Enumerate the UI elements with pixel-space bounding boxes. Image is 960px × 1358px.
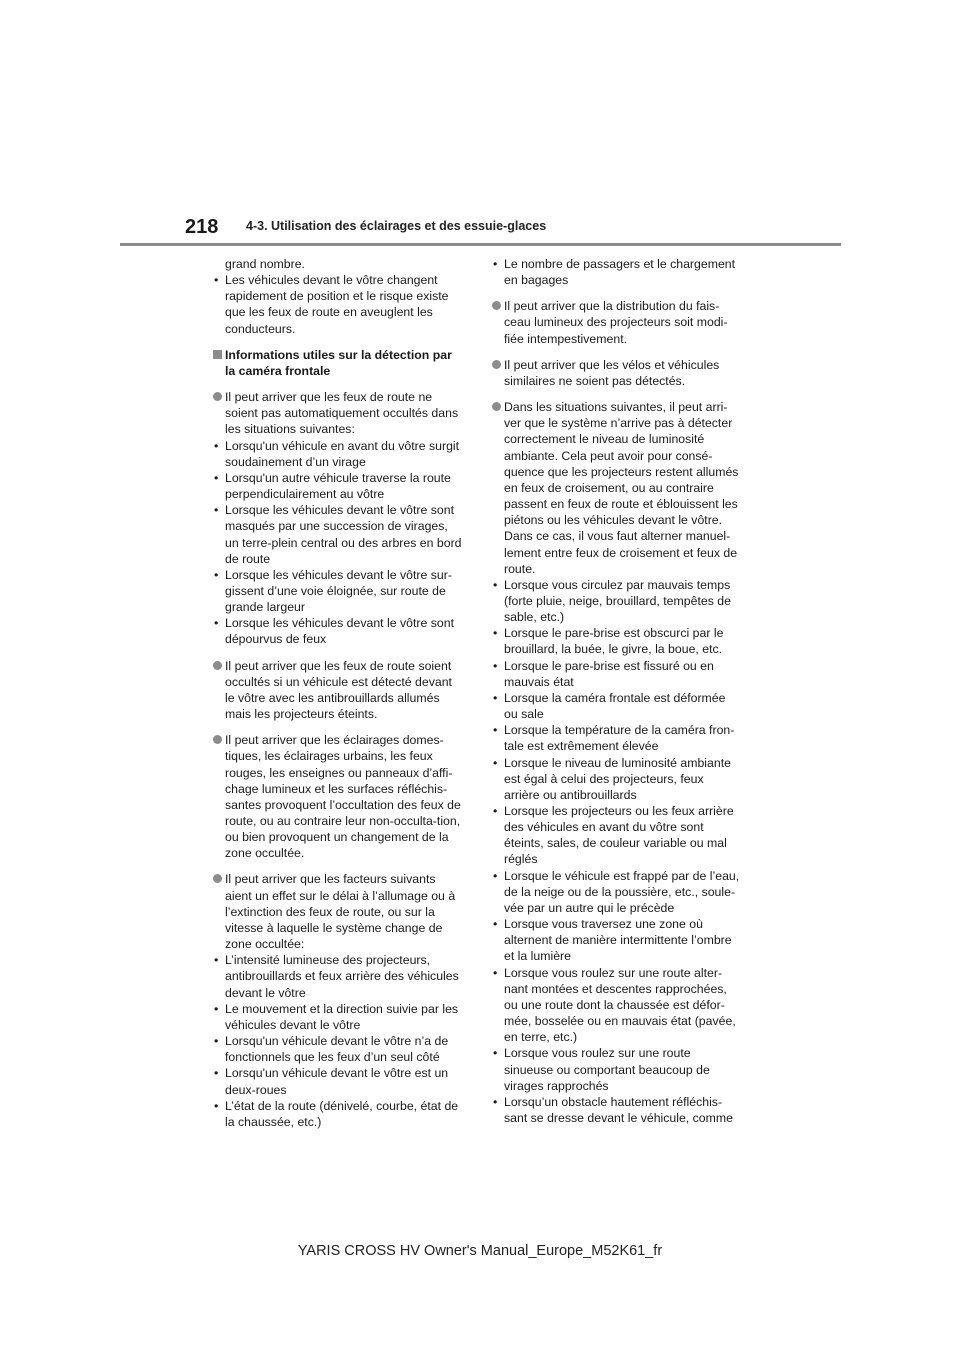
bullet-text: Il peut arriver que les éclairages domes-tiques, les éclairages urbains, les feux rouges, les enseignes ou panneaux d’affi-chage lumineux et les surfaces réfléchis-santes provoquent l’occultation des feux de route, ou au contraire leur non-occulta-tion, ou bien provoquent un changement de la zone occultée. xyxy=(225,733,461,861)
sub-list-item xyxy=(213,502,463,567)
sub-list-item-text: Lorsqu'un véhicule devant le vôtre est un deux-roues xyxy=(225,1066,449,1097)
sub-list-item xyxy=(492,965,742,1046)
sub-list-item xyxy=(492,625,742,657)
sub-list-item xyxy=(492,1094,742,1126)
sub-list-item xyxy=(213,952,463,1000)
circle-bullet-icon xyxy=(213,661,222,670)
bullet-text: Il peut arriver que les vélos et véhicules similaires ne soient pas détectés. xyxy=(504,357,720,388)
sub-list-item-text: Lorsque le pare-brise est fissuré ou en mauvais état xyxy=(504,658,714,689)
bullet-text: Il peut arriver que la distribution du fais-ceau lumineux des projecteurs soit modi-fiée intempestivement. xyxy=(504,299,728,346)
sub-list-item-text: Les véhicules devant le vôtre changent rapidement de position et le risque existe que les feux de route en aveuglent les conducteurs. xyxy=(225,273,449,336)
sub-list-item xyxy=(492,256,742,288)
bullet-sub-list xyxy=(213,438,463,648)
continued-list xyxy=(492,256,742,288)
bullet-dot-icon: • xyxy=(493,868,498,883)
sub-list-item xyxy=(492,658,742,690)
circle-bullet-icon xyxy=(213,735,222,744)
sub-list-item xyxy=(213,438,463,470)
bullet-text: Il peut arriver que les feux de route ne soient pas automatiquement occultés dans les situations suivantes: xyxy=(225,390,459,437)
sub-list-item xyxy=(213,272,463,337)
sub-list-item-text: Lorsque vous traversez une zone où alternent de manière intermittente l’ombre et la lumière xyxy=(504,917,732,964)
bullet-dot-icon: • xyxy=(493,257,498,271)
footer-text: YARIS CROSS HV Owner's Manual_Europe_M52K61_fr xyxy=(297,1243,663,1259)
sub-list-item-text: Lorsque les véhicules devant le vôtre sur-gissent d’une voie éloignée, sur route de grande largeur xyxy=(225,567,452,615)
bullet-sub-list xyxy=(213,952,463,1130)
sub-list-item xyxy=(213,1001,463,1033)
sub-list-item xyxy=(213,470,463,502)
circle-bullet-icon xyxy=(492,402,501,411)
bullet-dot-icon: • xyxy=(493,626,498,641)
sub-list-item xyxy=(492,722,742,754)
sub-list-item xyxy=(492,803,742,868)
bullet-dot-icon: • xyxy=(493,658,498,673)
bullet-dot-icon: • xyxy=(493,723,498,738)
sub-list-item xyxy=(213,1033,463,1065)
continued-list xyxy=(213,272,463,337)
bullet-text: Il peut arriver que les facteurs suivants aient un effet sur le délai à l’allumage ou à l’extinction des feux de route, ou sur la vitesse à laquelle le système change de zone occultée: xyxy=(225,872,456,952)
bullet-dot-icon: • xyxy=(214,273,219,288)
bullet-dot-icon: • xyxy=(493,1046,498,1061)
bullet-dot-icon: • xyxy=(214,1098,219,1113)
sub-list-item-text: Lorsque le véhicule est frappé par de l’eau, de la neige ou de la poussière, etc., soule-vée par un autre qui le précède xyxy=(504,868,740,915)
bullet-dot-icon: • xyxy=(214,1034,219,1049)
left-bullet-list xyxy=(213,389,463,1130)
continued-text: grand nombre. xyxy=(225,257,305,271)
bullet-dot-icon: • xyxy=(214,953,219,968)
sub-list-item-text: Lorsque les projecteurs ou les feux arrière des véhicules en avant du vôtre sont éteints, sales, de couleur variable ou mal réglés xyxy=(504,804,734,867)
bullet-dot-icon: • xyxy=(493,965,498,980)
bullet-dot-icon: • xyxy=(214,470,219,485)
sub-list-item-text: L’état de la route (dénivelé, courbe, état de la chaussée, etc.) xyxy=(225,1098,459,1129)
sub-list-item-text: Lorsqu'un véhicule devant le vôtre n’a de fonctionnels que les feux d’un seul côté xyxy=(225,1034,449,1065)
sub-list-item-text: Lorsque les véhicules devant le vôtre sont masqués par une succession de virages, un terre-plein central ou des arbres en bord de route xyxy=(225,503,462,566)
sub-list-item-text: Lorsque vous roulez sur une route sinueuse ou comportant beaucoup de virages rapprochés xyxy=(504,1046,710,1093)
subsection-heading-text: Informations utiles sur la détection par la caméra frontale xyxy=(225,347,452,378)
sub-list-item-text: Lorsque vous roulez sur une route alter-nant montées et descentes rapprochées, ou une route dont la chaussée est défor-mée, bosselée ou en mauvais état (pavée, en terre, etc.) xyxy=(504,965,736,1045)
bullet-dot-icon: • xyxy=(493,755,498,770)
bullet-dot-icon: • xyxy=(214,438,219,453)
circle-bullet-item xyxy=(213,871,463,1130)
sub-list-item-text: Lorsqu’un obstacle hautement réfléchis-sant se dresse devant le véhicule, comme xyxy=(504,1094,733,1125)
section-title: 4-3. Utilisation des éclairages et des essuie-glaces xyxy=(246,219,547,233)
circle-bullet-icon xyxy=(492,360,501,369)
sub-list-item xyxy=(213,1065,463,1097)
bullet-dot-icon: • xyxy=(493,690,498,705)
sub-list-item-text: Lorsqu'un véhicule en avant du vôtre surgit soudainement d’un virage xyxy=(225,438,460,469)
bullet-dot-icon: • xyxy=(493,577,498,592)
circle-bullet-icon xyxy=(492,301,501,310)
sub-list-item xyxy=(213,615,463,647)
subsection-heading xyxy=(213,347,463,379)
right-column xyxy=(492,256,742,1126)
sub-list-item-text: Lorsque la caméra frontale est déformée ou sale xyxy=(504,690,726,722)
sub-list-item-text: L’intensité lumineuse des projecteurs, antibrouillards et feux arrière des véhicules devant le vôtre xyxy=(225,953,459,1000)
bullet-sub-list xyxy=(492,577,742,1126)
sub-list-item xyxy=(492,755,742,803)
sub-list-item-text: Lorsque les véhicules devant le vôtre sont dépourvus de feux xyxy=(225,616,454,647)
circle-bullet-item xyxy=(213,658,463,723)
sub-list-item xyxy=(213,567,463,615)
bullet-dot-icon: • xyxy=(214,616,219,631)
bullet-text: Dans les situations suivantes, il peut arri-ver que le système n’arrive pas à détecter correctement le niveau de luminosité ambiante. Cela peut avoir pour consé-quence que les projecteurs restent allumés en feux de croisement, ou au contraire passent en feux de route et éblouissent les piétons ou les véhicules devant le vôtre. Dans ce cas, il vous faut alterner manuel-lement entre feux de croisement et feux de route. xyxy=(504,400,739,576)
sub-list-item xyxy=(492,916,742,964)
bullet-dot-icon: • xyxy=(493,917,498,932)
bullet-dot-icon: • xyxy=(214,567,219,582)
circle-bullet-item xyxy=(492,357,742,389)
sub-list-item-text: Lorsque la température de la caméra fron-tale est extrêmement élevée xyxy=(504,723,735,754)
sub-list-item-text: Lorsque le pare-brise est obscurci par le brouillard, la buée, le givre, la boue, etc. xyxy=(504,626,724,657)
circle-bullet-item xyxy=(213,389,463,648)
bullet-dot-icon: • xyxy=(214,1066,219,1081)
circle-bullet-item xyxy=(492,399,742,1126)
sub-list-item xyxy=(492,868,742,916)
sub-list-item xyxy=(213,1098,463,1130)
sub-list-item xyxy=(492,690,742,722)
left-column xyxy=(213,256,463,1130)
circle-bullet-icon xyxy=(213,392,222,401)
sub-list-item-text: Le mouvement et la direction suivie par les véhicules devant le vôtre xyxy=(225,1001,459,1032)
bullet-text: Il peut arriver que les feux de route soient occultés si un véhicule est détecté devant le vôtre avec les antibrouillards allumés mais les projecteurs éteints. xyxy=(225,658,452,722)
page-number: 218 xyxy=(185,216,219,238)
sub-list-item-text: Lorsque vous circulez par mauvais temps (forte pluie, neige, brouillard, tempêtes de sable, etc.) xyxy=(504,577,731,625)
sub-list-item-text: Le nombre de passagers et le chargement en bagages xyxy=(504,257,736,288)
square-bullet-icon xyxy=(213,350,222,359)
circle-bullet-icon xyxy=(213,874,222,883)
circle-bullet-item xyxy=(213,732,463,861)
sub-list-item-text: Lorsqu'un autre véhicule traverse la route perpendiculairement au vôtre xyxy=(225,470,451,502)
bullet-dot-icon: • xyxy=(214,503,219,518)
sub-list-item xyxy=(492,577,742,625)
sub-list-item xyxy=(492,1045,742,1093)
sub-list-item-text: Lorsque le niveau de luminosité ambiante est égal à celui des projecteurs, feux arrière ou antibrouillards xyxy=(504,755,731,802)
right-bullet-list xyxy=(492,298,742,1126)
circle-bullet-item xyxy=(492,298,742,346)
bullet-dot-icon: • xyxy=(493,1094,498,1109)
header-divider xyxy=(120,243,841,246)
bullet-dot-icon: • xyxy=(493,804,498,818)
bullet-dot-icon: • xyxy=(214,1001,219,1016)
